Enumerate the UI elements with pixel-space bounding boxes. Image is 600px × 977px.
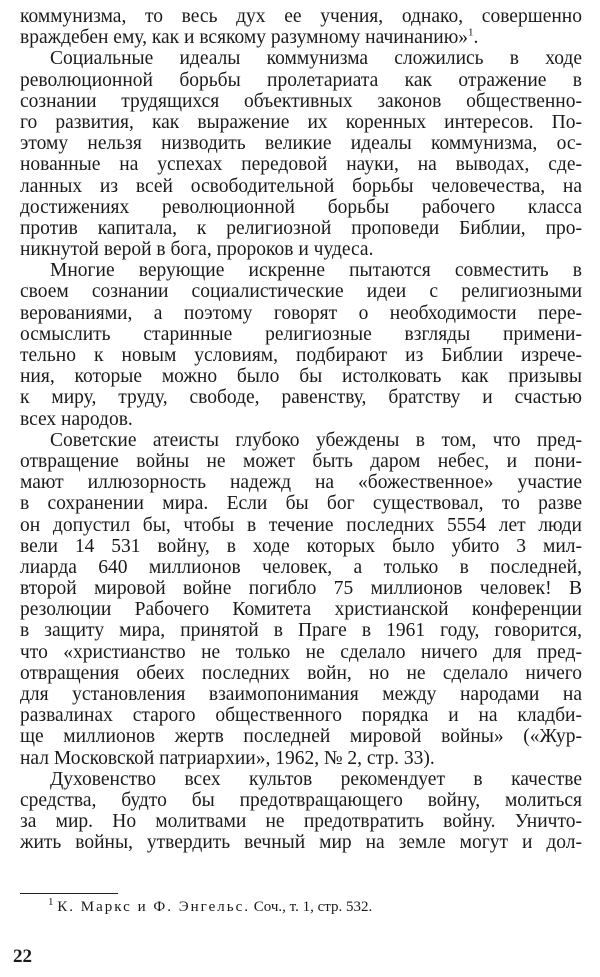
text-line xyxy=(20,663,582,684)
text-line xyxy=(20,6,582,27)
footnote-reference: 1 xyxy=(468,27,474,39)
text-line-content: жить войны, утвердить вечный мир на земле могут и дол- xyxy=(20,832,582,854)
text-line xyxy=(20,705,582,726)
text-line xyxy=(20,48,582,69)
text-line-content: отвращение войны не может быть даром небес, и пони- xyxy=(20,450,582,472)
text-line xyxy=(20,578,582,599)
text-line-content: ланных из всей освободительной борьбы человечества, на xyxy=(20,175,582,197)
text-line xyxy=(20,726,582,747)
text-line xyxy=(20,748,582,769)
text-line xyxy=(20,91,582,112)
text-line xyxy=(20,599,582,620)
text-line-content: своем сознании социалистические идеи с религиозными xyxy=(20,281,582,303)
text-line-content: ния, которые можно было бы истолковать как призывы xyxy=(20,366,582,388)
text-line-content: для установления взаимопонимания между народами на xyxy=(20,684,582,705)
text-line xyxy=(20,515,582,536)
text-line xyxy=(20,642,582,663)
text-line-content: осмыслить старинные религиозные взгляды примени- xyxy=(20,323,582,345)
page-number: 22 xyxy=(13,946,32,967)
text-line-content: средства, будто бы предотвращающего войну, молиться xyxy=(20,789,582,811)
text-line xyxy=(20,27,582,48)
text-line xyxy=(20,620,582,641)
text-line xyxy=(20,769,582,790)
text-line-content: второй мировой войне погибло 75 миллионов человек! В xyxy=(20,578,582,600)
footnote xyxy=(48,896,373,916)
text-line-content: он допустил бы, чтобы в течение последних 5554 лет люди xyxy=(20,514,582,536)
text-line xyxy=(20,176,582,197)
text-line-content: лиарда 640 миллионов человек, а только в последней, xyxy=(20,556,582,578)
text-line xyxy=(20,832,582,853)
text-line-content: развалинах старого общественного порядка и на кладби- xyxy=(20,705,582,727)
body-text xyxy=(20,6,582,854)
text-line xyxy=(20,218,582,239)
text-line-content: Советские атеисты глубоко убеждены в том, что пред- xyxy=(50,429,582,451)
text-line-content: в сохранении мира. Если бы бог существовал, то разве xyxy=(20,493,582,515)
text-line-content: никнутой верой в бога, пророков и чудеса. xyxy=(20,239,374,261)
text-line xyxy=(20,387,582,408)
text-line xyxy=(20,154,582,175)
text-line-content: отвращения обеих последних войн, но не сделало ничего xyxy=(20,662,582,684)
text-line xyxy=(20,239,582,260)
text-line-content: сознании трудящихся объективных законов общественно- xyxy=(20,90,582,112)
text-line-content: го развития, как выражение их коренных интересов. По- xyxy=(20,111,582,133)
text-line xyxy=(20,197,582,218)
text-line-content: достижениях революционной борьбы рабочего класса xyxy=(20,196,582,218)
text-line-content: что «христианство не только не сделало ничего для пред- xyxy=(20,641,582,663)
text-line xyxy=(20,790,582,811)
text-line xyxy=(20,536,582,557)
text-line xyxy=(20,811,582,832)
text-line-content: к миру, труду, свободе, равенству, братству и счастью xyxy=(20,387,582,409)
text-line xyxy=(20,303,582,324)
footnote-source: Соч., т. 1, стр. 532. xyxy=(253,899,373,915)
text-line xyxy=(20,557,582,578)
text-line xyxy=(20,430,582,451)
text-line-content: вели 14 531 войну, в ходе которых было убито 3 мил- xyxy=(20,535,582,557)
text-line-suffix: . xyxy=(473,27,479,49)
footnote-divider xyxy=(20,893,118,894)
text-line-content: Многие верующие искренне пытаются совместить в xyxy=(50,260,582,282)
text-line xyxy=(20,112,582,133)
text-line xyxy=(20,345,582,366)
text-line-content: тельно к новым условиям, подбирают из Библии изрече- xyxy=(20,345,582,366)
text-line xyxy=(20,324,582,345)
text-line-content: резолюции Рабочего Комитета христианской конференции xyxy=(20,599,582,621)
text-line-content: враждебен ему, как и всякому разумному начинанию» xyxy=(20,27,469,49)
text-line-content: коммунизма, то весь дух ее учения, однако, совершенно xyxy=(20,6,582,27)
text-line xyxy=(20,493,582,514)
text-line xyxy=(20,133,582,154)
text-line xyxy=(20,70,582,91)
text-line-content: Социальные идеалы коммунизма сложились в ходе xyxy=(50,48,582,70)
text-line xyxy=(20,366,582,387)
text-line xyxy=(20,260,582,281)
footnote-authors: К. Маркс и Ф. Энгельс. xyxy=(57,899,250,915)
text-line xyxy=(20,451,582,472)
text-line-content: верованиями, а поэтому говорят о необходимости пере- xyxy=(20,302,582,324)
text-line-content: всех народов. xyxy=(20,408,133,430)
text-line-content: нал Московской патриархии», 1962, № 2, стр. 33). xyxy=(20,747,435,769)
text-line-content: этому нельзя низводить великие идеалы коммунизма, ос- xyxy=(20,133,582,155)
text-line-content: нованные на успехах передовой науки, на выводах, сде- xyxy=(20,154,582,176)
text-line-content: революционной борьбы пролетариата как отражение в xyxy=(20,69,582,91)
text-line xyxy=(20,281,582,302)
text-line xyxy=(20,409,582,430)
text-line xyxy=(20,472,582,493)
footnote-marker: 1 xyxy=(48,896,54,908)
text-line-content: мают иллюзорность надежд на «божественное» участие xyxy=(20,472,582,494)
text-line-content: против капитала, к религиозной проповеди Библии, про- xyxy=(20,217,582,239)
text-line-content: в защиту мира, принятой в Праге в 1961 году, говорится, xyxy=(20,620,582,642)
text-line-content: ще миллионов жертв последней мировой войны» («Жур- xyxy=(20,726,582,748)
text-line xyxy=(20,684,582,705)
text-line-content: Духовенство всех культов рекомендует в качестве xyxy=(50,768,582,790)
text-line-content: за мир. Но молитвами не предотвратить войну. Уничто- xyxy=(20,811,582,833)
